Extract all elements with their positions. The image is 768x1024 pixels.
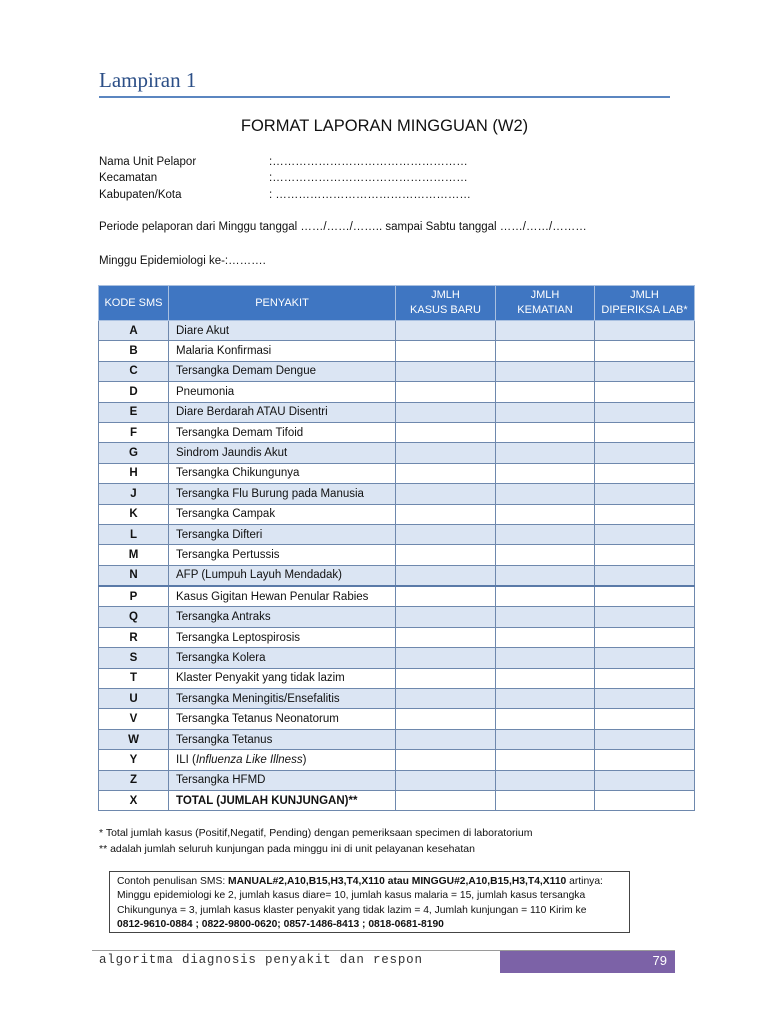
sms-example-box (109, 871, 630, 933)
table-row (99, 524, 695, 544)
diperiksa-lab-input-cell[interactable] (595, 382, 695, 402)
example-sms-format: MANUAL#2,A10,B15,H3,T4,X110 atau MINGGU#2,A10,B15,H3,T4,X110 (228, 876, 567, 887)
kasus-baru-input-cell[interactable] (396, 790, 496, 810)
kasus-baru-input-cell[interactable] (396, 443, 496, 463)
header-line: JMLH (630, 289, 659, 301)
heading-rule (99, 96, 670, 98)
table-row (99, 565, 695, 586)
kasus-baru-input-cell[interactable] (396, 341, 496, 361)
table-row (99, 689, 695, 709)
diperiksa-lab-input-cell[interactable] (595, 463, 695, 483)
weekly-report-table (98, 285, 695, 811)
table-row (99, 463, 695, 483)
footer-text: algoritma diagnosis penyakit dan respon (99, 953, 423, 967)
diperiksa-lab-input-cell[interactable] (595, 402, 695, 422)
disease-name-cell: Diare Berdarah ATAU Disentri (169, 402, 396, 422)
kematian-input-cell[interactable] (496, 750, 595, 770)
diperiksa-lab-input-cell[interactable] (595, 627, 695, 647)
diperiksa-lab-input-cell[interactable] (595, 790, 695, 810)
sms-code-cell: C (99, 361, 169, 381)
sms-code-cell: Y (99, 750, 169, 770)
info-value[interactable]: : …………………………………………… (269, 189, 471, 201)
info-value[interactable]: :…………………………………………… (269, 156, 468, 168)
kematian-input-cell[interactable] (496, 627, 595, 647)
sms-code-cell: L (99, 524, 169, 544)
kematian-input-cell[interactable] (496, 382, 595, 402)
kematian-input-cell[interactable] (496, 402, 595, 422)
header-line: JMLH (530, 289, 560, 301)
table-row (99, 341, 695, 361)
sms-code-cell: Z (99, 770, 169, 790)
kasus-baru-input-cell[interactable] (396, 729, 496, 749)
diperiksa-lab-input-cell[interactable] (595, 545, 695, 565)
header-line: KASUS BARU (410, 304, 481, 316)
kasus-baru-input-cell[interactable] (396, 402, 496, 422)
info-label: Kecamatan (99, 172, 158, 184)
disease-name-cell: Tersangka Tetanus Neonatorum (169, 709, 396, 729)
kematian-input-cell[interactable] (496, 463, 595, 483)
diperiksa-lab-input-cell[interactable] (595, 524, 695, 544)
sms-code-cell: J (99, 484, 169, 504)
header-line: KEMATIAN (517, 304, 573, 316)
table-row (99, 709, 695, 729)
kematian-input-cell[interactable] (496, 586, 595, 607)
disease-name-cell: AFP (Lumpuh Layuh Mendadak) (169, 565, 396, 586)
diperiksa-lab-input-cell[interactable] (595, 565, 695, 586)
diperiksa-lab-input-cell[interactable] (595, 341, 695, 361)
disease-name-cell: Diare Akut (169, 321, 396, 341)
diperiksa-lab-input-cell[interactable] (595, 321, 695, 341)
col-header-kasus-baru (396, 286, 496, 321)
kasus-baru-input-cell[interactable] (396, 770, 496, 790)
info-row-kecamatan (99, 172, 468, 184)
kematian-input-cell[interactable] (496, 422, 595, 442)
kematian-input-cell[interactable] (496, 648, 595, 668)
table-row (99, 484, 695, 504)
kematian-input-cell[interactable] (496, 668, 595, 688)
table-row (99, 668, 695, 688)
sms-code-cell: H (99, 463, 169, 483)
kasus-baru-input-cell[interactable] (396, 565, 496, 586)
header-line: JMLH (431, 289, 460, 301)
sms-code-cell: V (99, 709, 169, 729)
sms-code-cell: M (99, 545, 169, 565)
diperiksa-lab-input-cell[interactable] (595, 484, 695, 504)
kasus-baru-input-cell[interactable] (396, 709, 496, 729)
sms-code-cell: U (99, 689, 169, 709)
kematian-input-cell[interactable] (496, 709, 595, 729)
kasus-baru-input-cell[interactable] (396, 382, 496, 402)
kasus-baru-input-cell[interactable] (396, 504, 496, 524)
kematian-input-cell[interactable] (496, 484, 595, 504)
sms-code-cell: X (99, 790, 169, 810)
sms-code-cell: W (99, 729, 169, 749)
diperiksa-lab-input-cell[interactable] (595, 770, 695, 790)
disease-name-cell: Tersangka Campak (169, 504, 396, 524)
example-intro: Contoh penulisan SMS: (117, 876, 229, 887)
example-artinya: artinya: (566, 876, 603, 887)
epi-week: Minggu Epidemiologi ke-:………. (99, 255, 266, 267)
sms-code-cell: F (99, 422, 169, 442)
kasus-baru-input-cell[interactable] (396, 648, 496, 668)
kasus-baru-input-cell[interactable] (396, 689, 496, 709)
diperiksa-lab-input-cell[interactable] (595, 729, 695, 749)
example-line-3: Chikungunya = 3, jumlah kasus klaster penyakit yang tidak lazim = 4, Jumlah kunjungan = 110 Kirim ke (117, 904, 587, 916)
kematian-input-cell[interactable] (496, 443, 595, 463)
diperiksa-lab-input-cell[interactable] (595, 607, 695, 627)
disease-name-cell: TOTAL (JUMLAH KUNJUNGAN)** (169, 790, 396, 810)
kasus-baru-input-cell[interactable] (396, 321, 496, 341)
disease-name-cell: Tersangka Leptospirosis (169, 627, 396, 647)
disease-name-cell (169, 750, 396, 770)
kasus-baru-input-cell[interactable] (396, 422, 496, 442)
diperiksa-lab-input-cell[interactable] (595, 668, 695, 688)
footnote-single-asterisk: * Total jumlah kasus (Positif,Negatif, Pending) dengan pemeriksaan specimen di laboratorium (99, 827, 533, 839)
table-row (99, 648, 695, 668)
kematian-input-cell[interactable] (496, 790, 595, 810)
diperiksa-lab-input-cell[interactable] (595, 750, 695, 770)
page-number-badge (500, 951, 675, 973)
table-row (99, 443, 695, 463)
sms-code-cell: S (99, 648, 169, 668)
kematian-input-cell[interactable] (496, 361, 595, 381)
table-row (99, 504, 695, 524)
disease-name-cell: Tersangka Pertussis (169, 545, 396, 565)
disease-name-cell: Tersangka Kolera (169, 648, 396, 668)
sms-code-cell: D (99, 382, 169, 402)
kematian-input-cell[interactable] (496, 770, 595, 790)
disease-name-cell: Klaster Penyakit yang tidak lazim (169, 668, 396, 688)
sms-code-cell: Q (99, 607, 169, 627)
disease-name-cell: Tersangka Difteri (169, 524, 396, 544)
kematian-input-cell[interactable] (496, 341, 595, 361)
disease-name-cell: Tersangka Chikungunya (169, 463, 396, 483)
kasus-baru-input-cell[interactable] (396, 586, 496, 607)
info-label: Nama Unit Pelapor (99, 156, 197, 168)
table-row (99, 545, 695, 565)
appendix-heading: Lampiran 1 (99, 68, 197, 92)
table-row (99, 770, 695, 790)
kematian-input-cell[interactable] (496, 545, 595, 565)
info-row-unit (99, 156, 468, 168)
disease-name-cell: Tersangka Flu Burung pada Manusia (169, 484, 396, 504)
kematian-input-cell[interactable] (496, 504, 595, 524)
diperiksa-lab-input-cell[interactable] (595, 689, 695, 709)
table-row (99, 586, 695, 607)
disease-name-cell: Tersangka Tetanus (169, 729, 396, 749)
kasus-baru-input-cell[interactable] (396, 668, 496, 688)
disease-name-cell: Sindrom Jaundis Akut (169, 443, 396, 463)
disease-name-cell: Tersangka Antraks (169, 607, 396, 627)
sms-code-cell: A (99, 321, 169, 341)
sms-code-cell: T (99, 668, 169, 688)
col-header-kematian (496, 286, 595, 321)
diperiksa-lab-input-cell[interactable] (595, 422, 695, 442)
table-row (99, 361, 695, 381)
document-title: FORMAT LAPORAN MINGGUAN (W2) (240, 117, 529, 135)
kasus-baru-input-cell[interactable] (396, 361, 496, 381)
disease-name-suffix: ) (302, 753, 307, 766)
diperiksa-lab-input-cell[interactable] (595, 709, 695, 729)
col-header-diperiksa-lab (595, 286, 695, 321)
kematian-input-cell[interactable] (496, 524, 595, 544)
table-row (99, 790, 695, 810)
diperiksa-lab-input-cell[interactable] (595, 648, 695, 668)
sms-code-cell: K (99, 504, 169, 524)
sms-code-cell: R (99, 627, 169, 647)
diperiksa-lab-input-cell[interactable] (595, 361, 695, 381)
disease-name-cell: Tersangka Meningitis/Ensefalitis (169, 689, 396, 709)
info-label: Kabupaten/Kota (99, 189, 182, 201)
table-row (99, 729, 695, 749)
example-phone-numbers: 0812-9610-0884 ; 0822-9800-0620; 0857-1486-8413 ; 0818-0681-8190 (117, 918, 444, 930)
example-line-2: Minggu epidemiologi ke 2, jumlah kasus diare= 10, jumlah kasus malaria = 15, jumlah kasus tersangka (117, 890, 586, 902)
kasus-baru-input-cell[interactable] (396, 545, 496, 565)
table-row (99, 627, 695, 647)
kasus-baru-input-cell[interactable] (396, 484, 496, 504)
disease-name-cell: Pneumonia (169, 382, 396, 402)
kematian-input-cell[interactable] (496, 729, 595, 749)
footnote-double-asterisk: ** adalah jumlah seluruh kunjungan pada minggu ini di unit pelayanan kesehatan (99, 843, 475, 855)
disease-name-cell: Tersangka Demam Tifoid (169, 422, 396, 442)
sms-code-cell: B (99, 341, 169, 361)
disease-name-prefix: ILI ( (176, 753, 196, 766)
disease-name-cell: Kasus Gigitan Hewan Penular Rabies (169, 586, 396, 607)
table-row (99, 382, 695, 402)
col-header-penyakit: PENYAKIT (169, 286, 396, 321)
diperiksa-lab-input-cell[interactable] (595, 504, 695, 524)
kasus-baru-input-cell[interactable] (396, 524, 496, 544)
table-row (99, 422, 695, 442)
kematian-input-cell[interactable] (496, 321, 595, 341)
table-row (99, 607, 695, 627)
sms-code-cell: G (99, 443, 169, 463)
sms-code-cell: E (99, 402, 169, 422)
table-row (99, 402, 695, 422)
kasus-baru-input-cell[interactable] (396, 463, 496, 483)
disease-name-cell: Tersangka HFMD (169, 770, 396, 790)
info-row-kabupaten (99, 189, 471, 201)
kematian-input-cell[interactable] (496, 607, 595, 627)
info-value[interactable]: :…………………………………………… (269, 172, 468, 184)
kasus-baru-input-cell[interactable] (396, 607, 496, 627)
page-number: 79 (652, 953, 667, 968)
diperiksa-lab-input-cell[interactable] (595, 586, 695, 607)
table-header-row (99, 286, 695, 321)
disease-name-italic: Influenza Like Illness (195, 753, 303, 766)
sms-code-cell: N (99, 565, 169, 586)
kasus-baru-input-cell[interactable] (396, 750, 496, 770)
disease-name-cell: Tersangka Demam Dengue (169, 361, 396, 381)
disease-name-cell: Malaria Konfirmasi (169, 341, 396, 361)
kematian-input-cell[interactable] (496, 689, 595, 709)
diperiksa-lab-input-cell[interactable] (595, 443, 695, 463)
table-row (99, 750, 695, 770)
col-header-kode: KODE SMS (99, 286, 169, 321)
reporting-period: Periode pelaporan dari Minggu tanggal ……/……/…….. sampai Sabtu tanggal ……/……/……… (99, 221, 587, 233)
table-row (99, 321, 695, 341)
kematian-input-cell[interactable] (496, 565, 595, 586)
kasus-baru-input-cell[interactable] (396, 627, 496, 647)
example-line-1 (117, 875, 622, 889)
header-line: DIPERIKSA LAB* (601, 304, 688, 316)
sms-code-cell: P (99, 586, 169, 607)
